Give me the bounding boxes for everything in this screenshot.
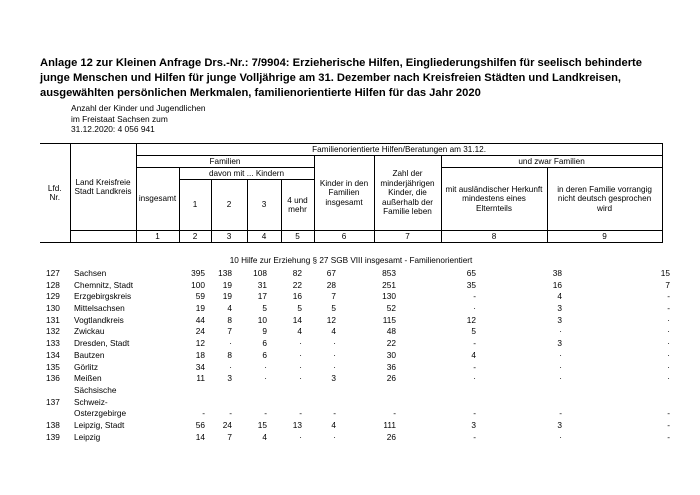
table-row: [40, 420, 672, 432]
cell-value: 4: [471, 349, 476, 360]
cell-value: 22: [386, 338, 396, 349]
row-region-name: Erzgebirgskreis: [74, 291, 132, 302]
cell-value: 16: [292, 291, 302, 302]
row-region-name: Bautzen: [74, 349, 105, 360]
cell-value: 3: [557, 419, 562, 430]
cell-value: 4: [331, 326, 336, 337]
cell-value: 19: [195, 303, 205, 314]
cell-value: 17: [257, 291, 267, 302]
row-number: 138: [46, 419, 60, 430]
cell-value: 19: [222, 291, 232, 302]
cell-value: 26: [386, 373, 396, 384]
cell-value: 100: [191, 279, 205, 290]
header-blank-cell: [70, 231, 136, 243]
cell-value: ·: [473, 303, 476, 314]
cell-value: 82: [292, 268, 302, 278]
cell-value: 3: [331, 373, 336, 384]
cell-value: 30: [386, 349, 396, 360]
cell-value: 26: [386, 431, 396, 442]
cell-value: 10: [257, 314, 267, 325]
column-number: 5: [281, 231, 314, 243]
cell-value: -: [473, 338, 476, 349]
table-row: [40, 303, 672, 315]
row-number: 135: [46, 361, 60, 372]
header-auslaendische-herkunft: mit ausländischer Herkunft mindestens eines Elternteils: [441, 168, 547, 231]
cell-value: 7: [331, 291, 336, 302]
cell-value: 3: [557, 303, 562, 314]
row-region-name: Vogtlandkreis: [74, 314, 124, 325]
row-region-name: Mittelsachsen: [74, 303, 125, 314]
row-region-name: Chemnitz, Stadt: [74, 279, 134, 290]
header-2-kinder: 2: [211, 180, 247, 231]
table-row: [40, 280, 672, 292]
header-1-kind: 1: [179, 180, 211, 231]
row-number: 130: [46, 303, 60, 314]
cell-value: [234, 385, 269, 397]
cell-value: -: [202, 408, 205, 419]
row-number: 133: [46, 338, 60, 349]
cell-value: 5: [297, 303, 302, 314]
table-row: [40, 326, 672, 338]
cell-value: ·: [333, 361, 336, 372]
header-nicht-deutsch: in deren Familie vorrangig nicht deutsch gesprochen wird: [547, 168, 662, 231]
cell-value: [207, 385, 234, 397]
cell-value: 16: [552, 279, 562, 290]
cell-value: -: [393, 408, 396, 419]
table-row: [40, 338, 672, 350]
cell-value: 48: [386, 326, 396, 337]
cell-value: 59: [195, 291, 205, 302]
row-region-name: Dresden, Stadt: [74, 338, 130, 349]
table-row: [40, 397, 672, 409]
header-land: Land Kreisfreie Stadt Landkreis: [70, 144, 136, 231]
cell-value: ·: [333, 338, 336, 349]
row-region-name: Zwickau: [74, 326, 105, 337]
cell-value: 5: [471, 326, 476, 337]
table-row: [40, 432, 672, 444]
column-number: 6: [314, 231, 374, 243]
row-region-name: Sächsische: [74, 384, 117, 395]
table-row: [40, 373, 672, 385]
cell-value: 4: [297, 326, 302, 337]
cell-value: -: [667, 431, 670, 442]
cell-value: 11: [196, 373, 205, 384]
cell-value: 12: [195, 338, 205, 349]
cell-value: ·: [473, 373, 476, 384]
table-row: [40, 315, 672, 327]
cell-value: 853: [382, 268, 396, 278]
cell-value: 111: [383, 419, 396, 430]
header-familienorientierte: Familienorientierte Hilfen/Beratungen am 31.12.: [136, 144, 662, 156]
row-region-name: Sachsen: [74, 268, 107, 278]
population-note: [71, 103, 206, 135]
cell-value: 8: [227, 349, 232, 360]
cell-value: [152, 397, 207, 409]
cell-value: ·: [559, 326, 562, 337]
cell-value: [564, 397, 672, 409]
row-number: 134: [46, 349, 60, 360]
header-zahl-minderjaehrige: Zahl der minderjährigen Kinder, die außerhalb der Familie leben: [374, 156, 441, 231]
header-familien: Familien: [136, 156, 314, 168]
row-number: [40, 408, 70, 420]
cell-value: 4: [331, 419, 336, 430]
cell-value: 4: [227, 303, 232, 314]
cell-value: -: [559, 408, 562, 419]
cell-value: 24: [222, 419, 232, 430]
population-note-line: im Freistaat Sachsen zum: [71, 113, 168, 124]
cell-value: ·: [667, 373, 670, 384]
table-row: [40, 268, 672, 280]
cell-value: ·: [333, 431, 336, 442]
cell-value: ·: [229, 361, 232, 372]
cell-value: [304, 385, 338, 397]
row-region-name: Meißen: [74, 373, 102, 384]
cell-value: 9: [262, 326, 267, 337]
cell-value: ·: [667, 338, 670, 349]
header-und-zwar: und zwar Familien: [441, 156, 662, 168]
cell-value: 7: [665, 279, 670, 290]
cell-value: -: [667, 408, 670, 419]
cell-value: 22: [292, 279, 302, 290]
cell-value: -: [473, 408, 476, 419]
cell-value: -: [667, 419, 670, 430]
cell-value: -: [299, 408, 302, 419]
cell-value: -: [667, 303, 670, 314]
cell-value: 18: [195, 349, 205, 360]
cell-value: 7: [227, 326, 232, 337]
cell-value: 38: [552, 268, 562, 278]
table-row: [40, 291, 672, 303]
table-row: [40, 350, 672, 362]
cell-value: 12: [326, 314, 336, 325]
cell-value: 67: [326, 268, 336, 278]
population-note-line: 31.12.2020: 4 056 941: [71, 124, 155, 134]
cell-value: [269, 397, 304, 409]
cell-value: ·: [229, 338, 232, 349]
cell-value: 65: [466, 268, 476, 278]
cell-value: 35: [466, 279, 476, 290]
cell-value: ·: [299, 373, 302, 384]
cell-value: ·: [559, 361, 562, 372]
row-region-name: Leipzig: [74, 431, 101, 442]
cell-value: 44: [195, 314, 205, 325]
row-number: 132: [46, 326, 60, 337]
row-number: 127: [46, 268, 60, 278]
cell-value: 12: [466, 314, 476, 325]
cell-value: [338, 397, 398, 409]
cell-value: -: [264, 408, 267, 419]
column-number: 7: [374, 231, 441, 243]
header-4-und-mehr: 4 und mehr: [281, 180, 314, 231]
row-region-name: Leipzig, Stadt: [74, 419, 125, 430]
cell-value: -: [473, 431, 476, 442]
cell-value: 130: [382, 291, 396, 302]
cell-value: [338, 385, 398, 397]
header-davon-kindern: davon mit ... Kindern: [179, 168, 314, 180]
cell-value: 52: [386, 303, 396, 314]
table-row: [40, 385, 672, 397]
cell-value: [269, 385, 304, 397]
cell-value: 24: [195, 326, 205, 337]
cell-value: ·: [667, 361, 670, 372]
document-title: Anlage 12 zur Kleinen Anfrage Drs.-Nr.: 7/9904: Erzieherische Hilfen, Eingliederungshilfen für seelisch behinderte junge Menschen und Hilfen für junge Volljährige am 31. Dezember nach Kreisfreien Städten und Landkreisen, ausgewählten persönlichen Merkmalen, familienorientierte Hilfen für das Jahr 2020: [40, 57, 643, 99]
row-number: 128: [46, 279, 60, 290]
column-number: 3: [211, 231, 247, 243]
column-number: 2: [179, 231, 211, 243]
cell-value: [207, 397, 234, 409]
data-table: [40, 268, 672, 443]
column-number: 4: [247, 231, 281, 243]
cell-value: 115: [382, 314, 396, 325]
cell-value: ·: [667, 349, 670, 360]
cell-value: ·: [299, 349, 302, 360]
cell-value: 4: [262, 431, 267, 442]
column-number: 1: [136, 231, 179, 243]
cell-value: 108: [253, 268, 267, 278]
header-3-kinder: 3: [247, 180, 281, 231]
cell-value: [398, 385, 478, 397]
header-insgesamt: insgesamt: [136, 168, 179, 231]
row-region-name: Osterzgebirge: [74, 408, 127, 419]
cell-value: 5: [262, 303, 267, 314]
table-row: [40, 362, 672, 374]
cell-value: ·: [559, 431, 562, 442]
cell-value: 36: [386, 361, 396, 372]
cell-value: [478, 385, 564, 397]
cell-value: 28: [326, 279, 336, 290]
cell-value: -: [229, 408, 232, 419]
cell-value: 15: [257, 419, 267, 430]
cell-value: 3: [227, 373, 232, 384]
section-title: 10 Hilfe zur Erziehung § 27 SGB VIII insgesamt - Familienorientiert: [229, 256, 473, 265]
cell-value: 15: [660, 268, 670, 278]
cell-value: -: [473, 291, 476, 302]
column-number: 9: [547, 231, 662, 243]
cell-value: 14: [292, 314, 302, 325]
cell-value: 5: [331, 303, 336, 314]
header-kinder-in-familien: Kinder in den Familien insgesamt: [314, 156, 374, 231]
cell-value: 34: [195, 361, 205, 372]
population-note-line: Anzahl der Kinder und Jugendlichen: [71, 103, 206, 113]
row-number: 136: [46, 373, 60, 384]
cell-value: 3: [557, 314, 562, 325]
table-header: [40, 143, 663, 243]
cell-value: 6: [262, 349, 267, 360]
cell-value: 31: [257, 279, 267, 290]
cell-value: [564, 385, 672, 397]
cell-value: 7: [227, 431, 232, 442]
cell-value: ·: [559, 349, 562, 360]
cell-value: ·: [264, 373, 267, 384]
cell-value: -: [333, 408, 336, 419]
row-number: 139: [46, 431, 60, 442]
cell-value: 13: [292, 419, 302, 430]
cell-value: [152, 385, 207, 397]
cell-value: [398, 397, 478, 409]
row-number: 131: [46, 314, 60, 325]
cell-value: [478, 397, 564, 409]
cell-value: [304, 397, 338, 409]
cell-value: 251: [382, 279, 396, 290]
cell-value: ·: [559, 373, 562, 384]
cell-value: 3: [557, 338, 562, 349]
cell-value: 19: [222, 279, 232, 290]
column-number: 8: [441, 231, 547, 243]
cell-value: ·: [264, 361, 267, 372]
cell-value: ·: [667, 314, 670, 325]
cell-value: ·: [299, 431, 302, 442]
cell-value: ·: [667, 326, 670, 337]
cell-value: 4: [557, 291, 562, 302]
table-row: [40, 408, 672, 420]
cell-value: 6: [262, 338, 267, 349]
cell-value: -: [473, 361, 476, 372]
cell-value: 395: [191, 268, 205, 278]
row-number: [40, 385, 70, 397]
row-region-name: Görlitz: [74, 361, 98, 372]
cell-value: ·: [333, 349, 336, 360]
header-lfd-nr: Lfd. Nr.: [40, 144, 70, 243]
cell-value: -: [667, 291, 670, 302]
cell-value: ·: [299, 338, 302, 349]
row-number: 129: [46, 291, 60, 302]
cell-value: [234, 397, 269, 409]
cell-value: 8: [227, 314, 232, 325]
cell-value: 56: [195, 419, 205, 430]
row-region-name: Schweiz-: [74, 396, 108, 407]
cell-value: ·: [299, 361, 302, 372]
row-number: 137: [46, 396, 60, 407]
cell-value: 138: [218, 268, 232, 278]
cell-value: 14: [195, 431, 205, 442]
cell-value: 3: [471, 419, 476, 430]
